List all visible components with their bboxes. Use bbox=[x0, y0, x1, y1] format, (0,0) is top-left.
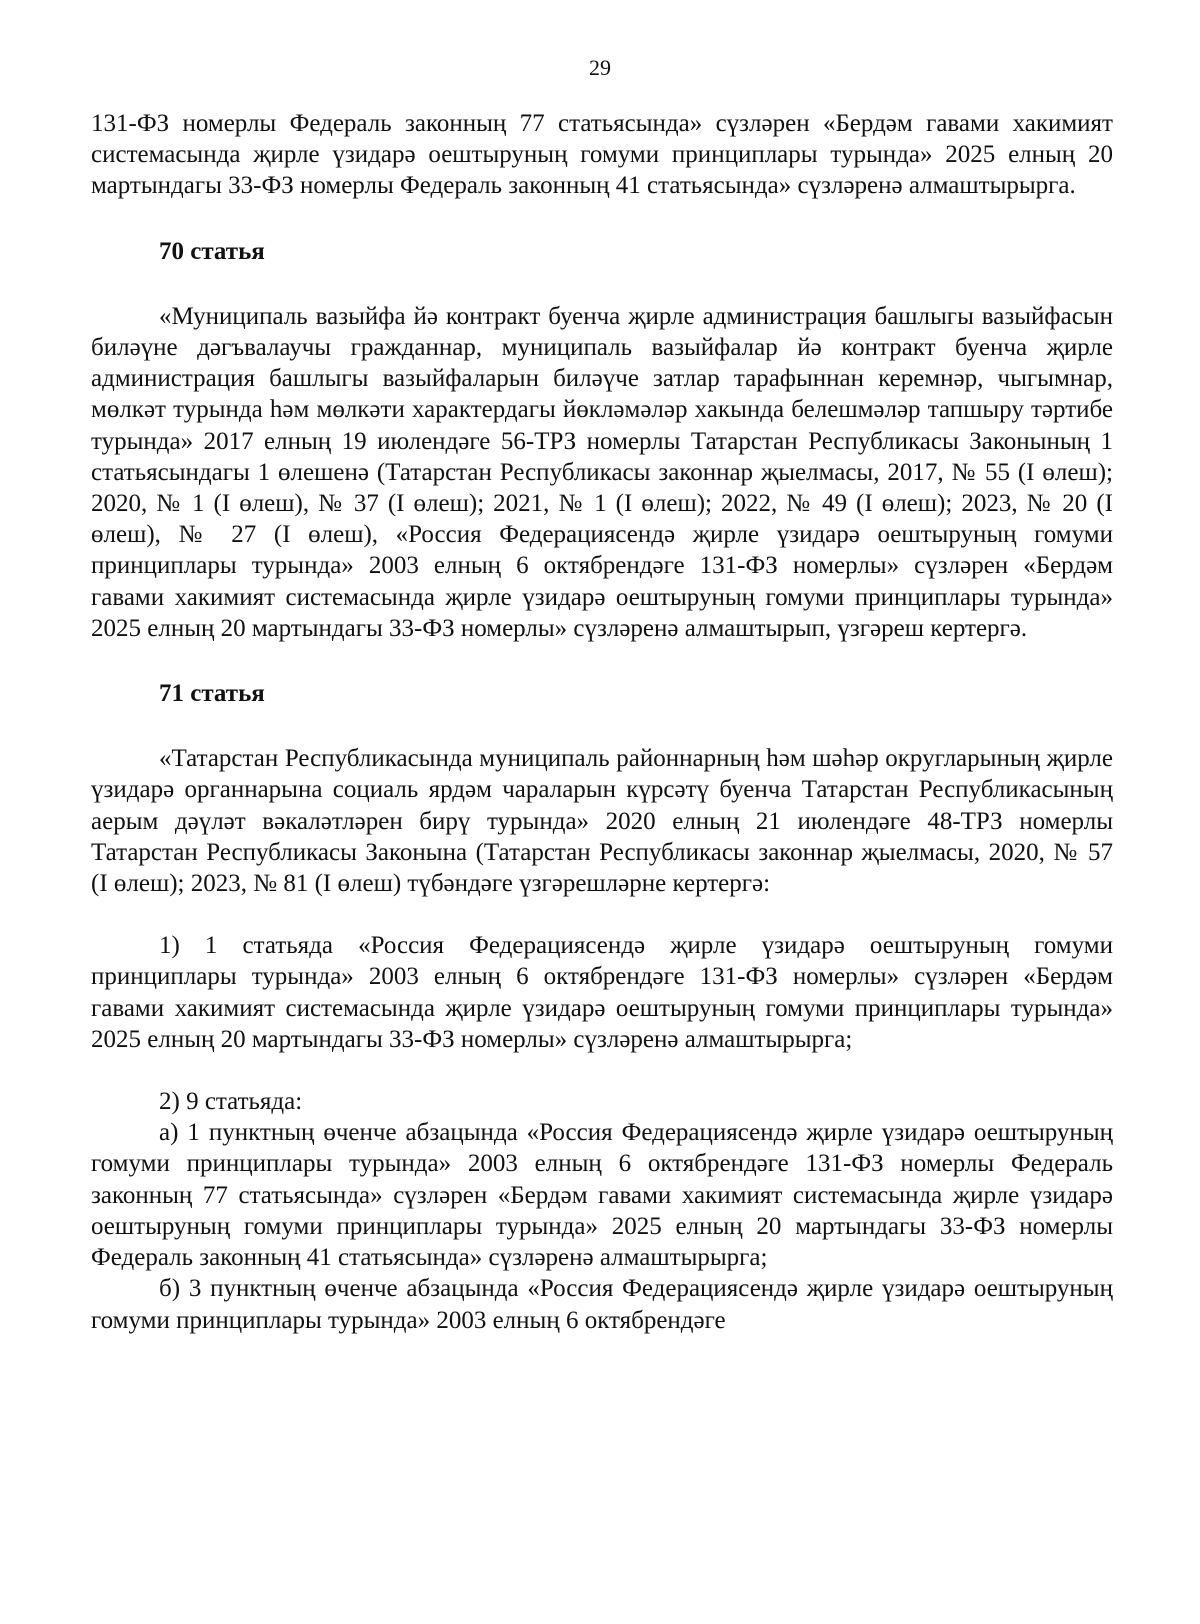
article-heading-71: 71 статья bbox=[159, 680, 265, 708]
page-number: 29 bbox=[589, 55, 611, 80]
article-71-item-2b: б) 3 пунктның өченче абзацында «Россия Федерациясендә җирле үзидарә оештыруның гомуми принциплары турында» 2003 елның 6 октябрендәге bbox=[91, 1275, 1113, 1334]
article-71-item-2a: а) 1 пунктның өченче абзацында «Россия Федерациясендә җирле үзидарә оештыруның гомуми принциплары турында» 2003 елның 6 октябрендәге 131-ФЗ номерлы Федераль законның 77 статьясында» сүзләрен «Бердәм гавами хакимият системасында җирле үзидарә оештыруның гомуми принциплары турында» 2025 елның 20 мартындагы 33-ФЗ номерлы Федераль законның 41 статьясында» сүзләренә алмаштырырга; bbox=[91, 1119, 1113, 1272]
paragraph-continuation: 131-ФЗ номерлы Федераль законның 77 статьясында» сүзләрен «Бердәм гавами хакимият системасында җирле үзидарә оештыруның гомуми принциплары турында» 2025 елның 20 мартындагы 33-ФЗ номерлы Федераль законның 41 статьясында» сүзләренә алмаштырырга. bbox=[91, 110, 1113, 200]
article-71-intro: «Татарстан Республикасында муниципаль районнарның һәм шәһәр округларының җирле үзидарә органнарына социаль ярдәм чараларын күрсәтү буенча Татарстан Республикасының аерым дәүләт вәкаләтләрен бирү турында» 2020 елның 21 июлендәге 48-ТРЗ номерлы Татарстан Республикасы Законына (Татарстан Республикасы законнар җыелмасы, 2020, № 57 (I өлеш); 2023, № 81 (I өлеш) түбәндәге үзгәрешләрне кертергә: bbox=[91, 745, 1113, 898]
article-heading-70: 70 статья bbox=[159, 237, 265, 265]
article-71-item-1: 1) 1 статьяда «Россия Федерациясендә җирле үзидарә оештыруның гомуми принциплары турында» 2003 елның 6 октябрендәге 131-ФЗ номерлы» сүзләрен «Бердәм гавами хакимият системасында җирле үзидарә оештыруның гомуми принциплары турында» 2025 елның 20 мартындагы 33-ФЗ номерлы» сүзләренә алмаштырырга; bbox=[91, 932, 1113, 1053]
article-70-text: «Муниципаль вазыйфа йә контракт буенча җирле администрация башлыгы вазыйфасын биләүне дәгъвалаучы гражданнар, муниципаль вазыйфалар йә контракт буенча җирле администрация башлыгы вазыйфаларын биләүче затлар тарафыннан керемнәр, чыгымнар, мөлкәт турында һәм мөлкәти характердагы йөкләмәләр хакында белешмәләр тапшыру тәртибе турында» 2017 елның 19 июлендәге 56-ТРЗ номерлы Татарстан Республикасы Законының 1 статьясындагы 1 өлешенә (Татарстан Республикасы законнар җыелмасы, 2017, № 55 (I өлеш); 2020, № 1 (I өлеш), № 37 (I өлеш); 2021, № 1 (I өлеш); 2022, № 49 (I өлеш); 2023, № 20 (I өлеш), № 27 (I өлеш), «Россия Федерациясендә җирле үзидарә оештыруның гомуми принциплары турында» 2003 елның 6 октябрендәге 131-ФЗ номерлы» сүзләрен «Бердәм гавами хакимият системасында җирле үзидарә оештыруның гомуми принциплары турында» 2025 елның 20 мартындагы 33-ФЗ номерлы» сүзләренә алмаштырып, үзгәреш кертергә. bbox=[91, 302, 1113, 642]
document-body bbox=[91, 108, 1113, 1336]
article-71-item-2: 2) 9 статьяда: bbox=[159, 1088, 303, 1116]
